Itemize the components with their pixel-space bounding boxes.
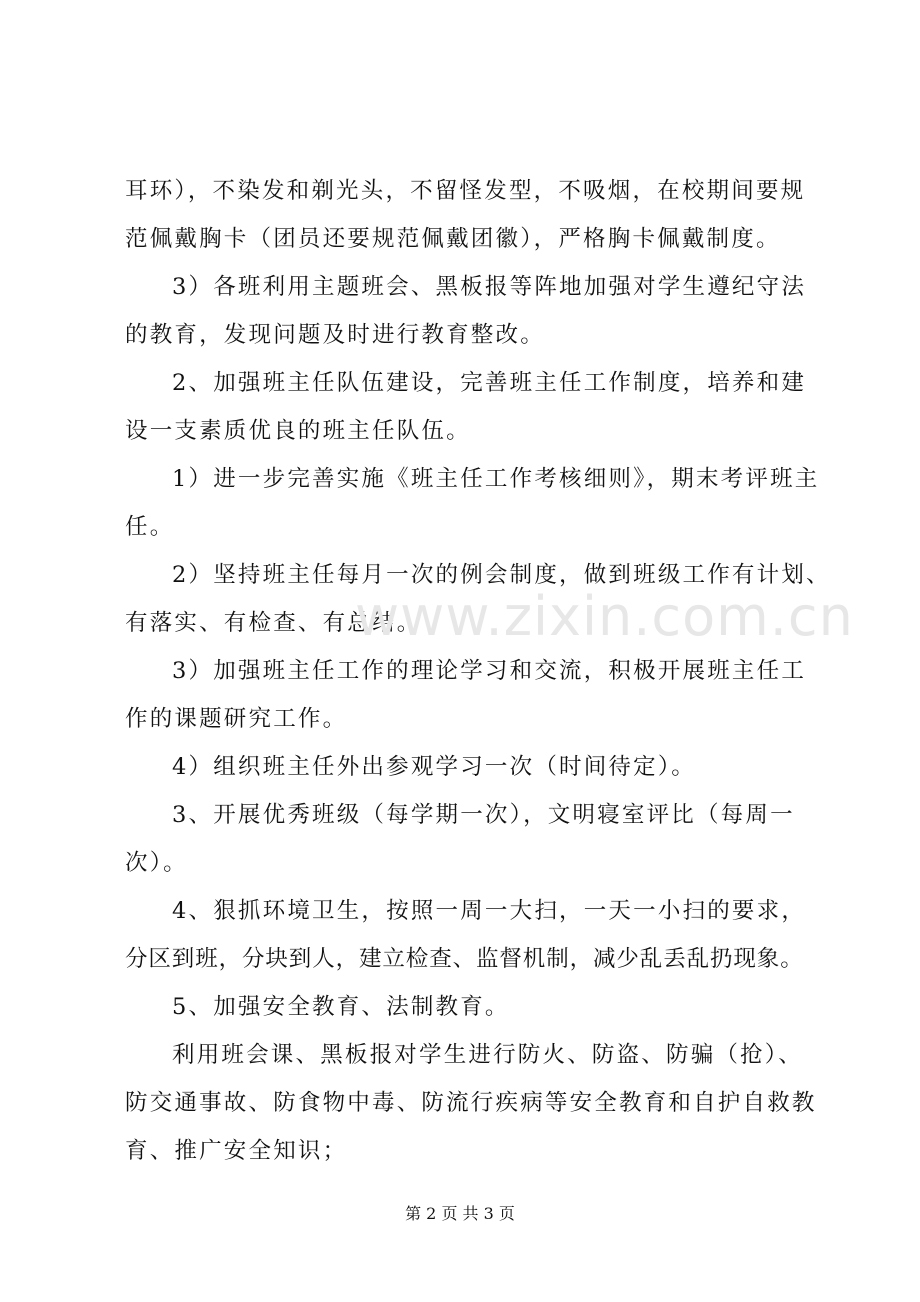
text-line: 5、加强安全教育、法制教育。 xyxy=(172,994,510,1020)
page-number: 第 2 页 共 3 页 xyxy=(405,1204,515,1223)
text-line: 有落实、有检查、有总结。 xyxy=(125,610,422,636)
text-line: 2、加强班主任队伍建设，完善班主任工作制度，培养和建 xyxy=(172,370,807,396)
text-line: 范佩戴胸卡（团员还要规范佩戴团徽），严格胸卡佩戴制度。 xyxy=(125,226,781,252)
text-line: 利用班会课、黑板报对学生进行防火、防盗、防骗（抢）、 xyxy=(172,1042,803,1068)
text-line: 防交通事故、防食物中毒、防流行疾病等安全教育和自护自救教 xyxy=(125,1090,817,1116)
text-line: 3）加强班主任工作的理论学习和交流，积极开展班主任工 xyxy=(172,658,807,684)
text-line: 3）各班利用主题班会、黑板报等阵地加强对学生遵纪守法 xyxy=(172,274,807,300)
text-line: 任。 xyxy=(125,514,175,540)
text-line: 作的课题研究工作。 xyxy=(125,706,348,732)
text-line: 分区到班，分块到人，建立检查、监督机制，减少乱丢乱扔现象。 xyxy=(125,946,804,972)
watermark: www.zixin.com.cn xyxy=(355,585,854,648)
text-line: 4、狠抓环境卫生，按照一周一大扫，一天一小扫的要求， xyxy=(172,898,807,924)
text-line: 耳环），不染发和剃光头，不留怪发型，不吸烟，在校期间要规 xyxy=(125,178,806,204)
text-line: 4）组织班主任外出参观学习一次（时间待定）。 xyxy=(172,754,696,780)
text-line: 3、开展优秀班级（每学期一次），文明寝室评比（每周一 xyxy=(172,802,795,828)
text-line: 的教育，发现问题及时进行教育整改。 xyxy=(125,322,545,348)
text-line: 1）进一步完善实施《班主任工作考核细则》，期末考评班主 xyxy=(172,466,820,492)
text-line: 设一支素质优良的班主任队伍。 xyxy=(125,418,471,444)
text-line: 育、推广安全知识； xyxy=(125,1138,348,1164)
text-line: 2）坚持班主任每月一次的例会制度，做到班级工作有计划、 xyxy=(172,562,831,588)
text-line: 次）。 xyxy=(125,850,188,876)
